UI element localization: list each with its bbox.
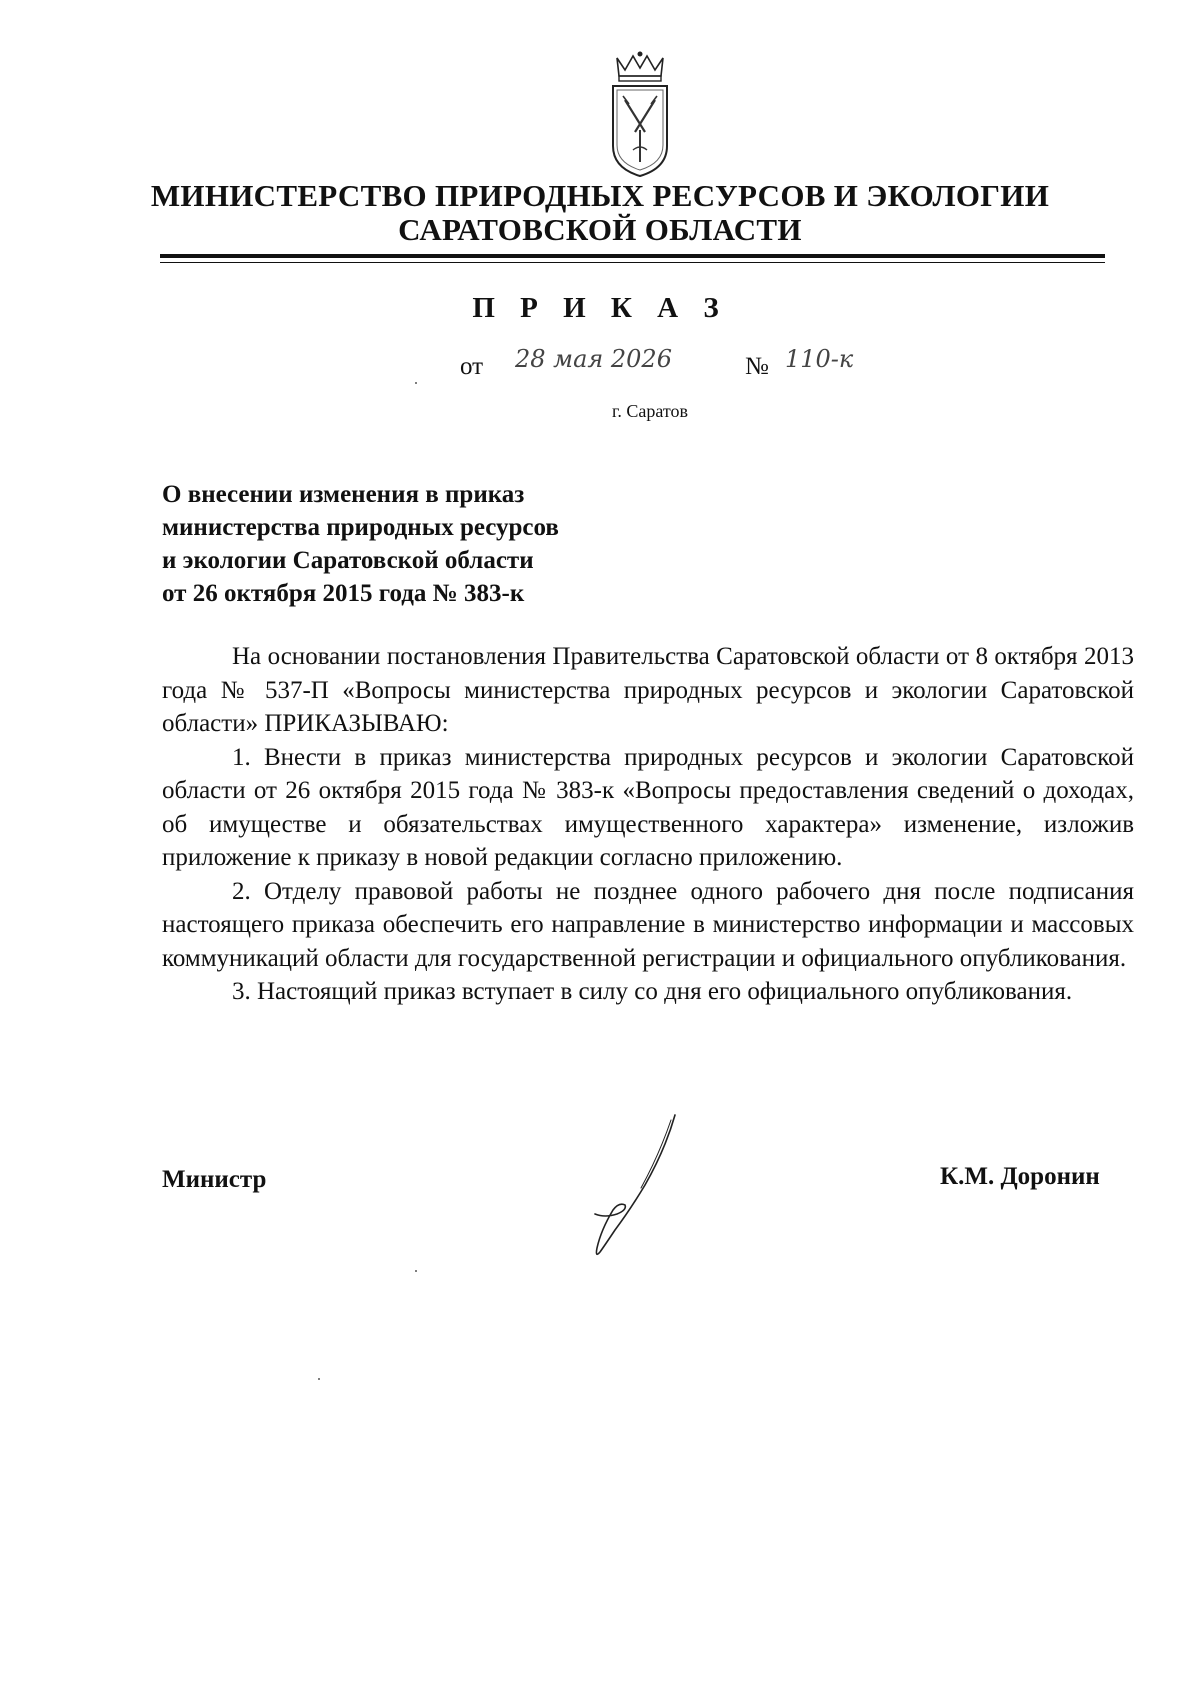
subject-line: от 26 октября 2015 года № 383-к: [162, 580, 525, 607]
signer-name: К.М. Доронин: [940, 1163, 1100, 1190]
preamble-paragraph: На основании постановления Правительства Саратовской области от 8 октября 2013 года № 537-П «Вопросы министерства природных ресурсов и экологии Саратовской области» ПРИКАЗЫВАЮ:: [162, 643, 1134, 737]
scan-speck: [415, 382, 417, 384]
header-rule-thick: [160, 254, 1105, 258]
subject-line: О внесении изменения в приказ: [162, 481, 525, 508]
clause-paragraph: 2. Отделу правовой работы не позднее одного рабочего дня после подписания настоящего приказа обеспечить его направление в министерство информации и массовых коммуникаций области для государственной регистрации и официального опубликования.: [162, 877, 1134, 972]
city: г. Саратов: [612, 401, 688, 421]
subject-line: и экологии Саратовской области: [162, 547, 534, 574]
scan-speck: [415, 1270, 417, 1272]
order-title: П Р И К А З: [472, 292, 728, 324]
scan-speck: [318, 1378, 320, 1380]
signer-role: Министр: [162, 1166, 267, 1193]
subject-line: министерства природных ресурсов: [162, 514, 559, 541]
handwritten-date: 28 мая 2026: [515, 345, 672, 373]
ministry-title-line2: САРАТОВСКОЙ ОБЛАСТИ: [398, 212, 802, 247]
ministry-title-line1: МИНИСТЕРСТВО ПРИРОДНЫХ РЕСУРСОВ И ЭКОЛОГИИ: [150, 178, 1050, 213]
clause-paragraph: 1. Внести в приказ министерства природных ресурсов и экологии Саратовской области от 26 октября 2015 года № 383-к «Вопросы предоставления сведений о доходах, об имуществе и обязательствах имущественного характера» изменение, изложив приложение к приказу в новой редакции согласно приложению.: [162, 743, 1134, 871]
clause-paragraph: 3. Настоящий приказ вступает в силу со дня его официального опубликования.: [232, 978, 1073, 1005]
date-prefix: от: [460, 353, 484, 380]
order-body: [162, 640, 1134, 1009]
number-sign: №: [745, 353, 769, 380]
signature-icon: [555, 1110, 685, 1260]
coat-of-arms-icon: [595, 50, 685, 180]
handwritten-order-number: 110-к: [785, 345, 854, 373]
order-subject: [162, 478, 559, 610]
header-rule-thin: [160, 262, 1105, 263]
